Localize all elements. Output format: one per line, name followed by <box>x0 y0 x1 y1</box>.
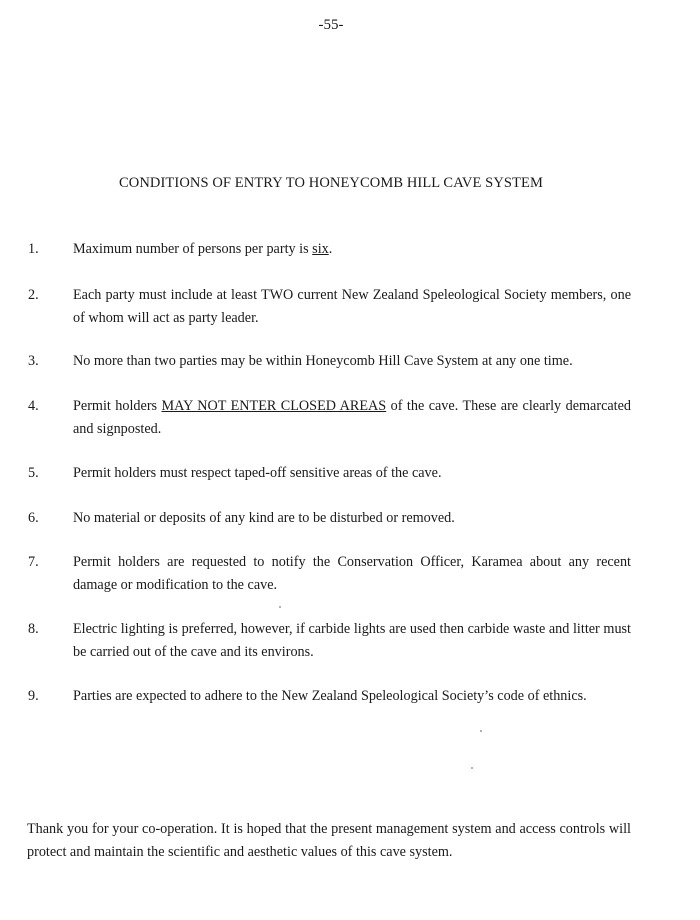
condition-number: 3. <box>28 353 39 369</box>
condition-text: No more than two parties may be within Honeycomb Hill Cave System at any one time. <box>73 353 573 369</box>
condition-text: No material or deposits of any kind are to be disturbed or removed. <box>73 510 455 526</box>
scan-speck <box>471 767 473 769</box>
condition-text: Electric lighting is preferred, however, if carbide lights are used then carbide waste and litter must be carried out of the cave and its environs. <box>73 621 631 660</box>
condition-number: 7. <box>28 554 39 570</box>
condition-text: Each party must include at least TWO current New Zealand Speleological Society members, one of whom will act as party leader. <box>73 287 631 326</box>
underlined-emphasis: MAY NOT ENTER CLOSED AREAS <box>161 398 387 414</box>
condition-number: 9. <box>28 688 39 704</box>
condition-number: 6. <box>28 510 39 526</box>
page-number: -55- <box>318 17 344 33</box>
scan-speck <box>279 606 281 608</box>
condition-number: 2. <box>28 287 39 303</box>
condition-number: 5. <box>28 465 39 481</box>
condition-text: Permit holders must respect taped-off sensitive areas of the cave. <box>73 465 442 481</box>
underlined-emphasis: six <box>312 241 329 257</box>
condition-number: 1. <box>28 241 39 257</box>
document-title: CONDITIONS OF ENTRY TO HONEYCOMB HILL CAVE SYSTEM <box>119 175 543 191</box>
condition-text: Permit holders MAY NOT ENTER CLOSED AREAS of the cave. These are clearly demarcated and signposted. <box>73 398 631 437</box>
scan-speck <box>480 730 482 732</box>
closing-paragraph: Thank you for your co-operation. It is hoped that the present management system and access controls will protect and maintain the scientific and aesthetic values of this cave system. <box>27 821 631 860</box>
condition-text: Parties are expected to adhere to the New Zealand Speleological Society’s code of ethnics. <box>73 688 587 704</box>
condition-number: 4. <box>28 398 39 414</box>
condition-text: Maximum number of persons per party is six. <box>73 241 333 257</box>
condition-text: Permit holders are requested to notify the Conservation Officer, Karamea about any recent damage or modification to the cave. <box>73 554 631 593</box>
condition-number: 8. <box>28 621 39 637</box>
